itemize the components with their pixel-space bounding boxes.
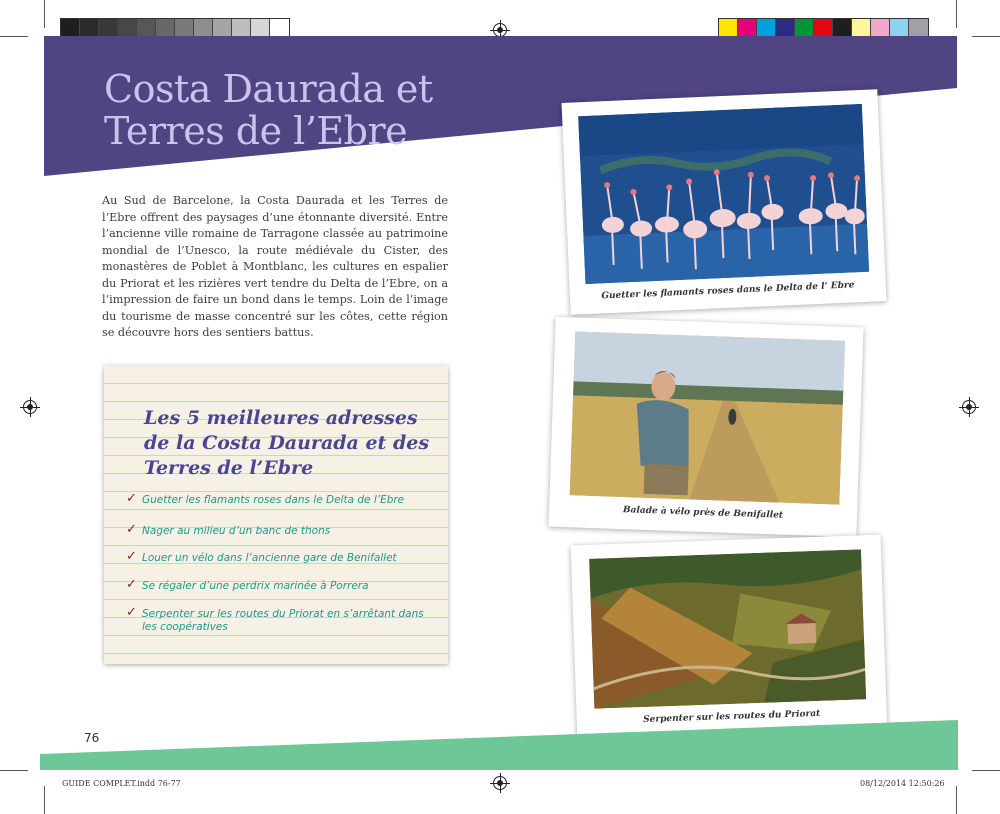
- tip-item: [126, 522, 426, 538]
- crop-mark: [972, 770, 1000, 771]
- crop-mark: [956, 786, 957, 814]
- checkmark-icon: ✓: [126, 522, 137, 537]
- checkmark-icon: ✓: [126, 577, 137, 592]
- photo-caption: Guetter les flamants roses dans le Delta de l’ Ebre: [601, 280, 855, 302]
- tip-text: Louer un vélo dans l’ancienne gare de Benifallet: [142, 552, 397, 564]
- crop-mark: [44, 786, 45, 814]
- top-five-card: [104, 366, 448, 664]
- crop-mark: [0, 770, 28, 771]
- photo-caption: Serpenter sur les routes du Priorat: [643, 708, 821, 726]
- tip-item: [126, 549, 426, 565]
- polaroid-flamingos: [562, 89, 887, 315]
- crop-mark: [956, 0, 957, 28]
- page-number: 76: [84, 731, 100, 745]
- registration-mark-bottom: [493, 776, 507, 790]
- tip-item: [126, 605, 426, 634]
- registration-mark-left: [23, 400, 37, 414]
- card-title: Les 5 meilleures adresses de la Costa Daurada et des Terres de l’Ebre: [144, 407, 430, 479]
- tip-item: [126, 577, 426, 593]
- tip-text: Se régaler d’une perdrix marinée à Porrera: [142, 580, 369, 592]
- polaroid-bicycle: [548, 317, 863, 538]
- crop-mark: [0, 36, 28, 37]
- tip-text: Nager au milieu d’un banc de thons: [142, 525, 331, 537]
- registration-mark-right: [962, 400, 976, 414]
- slug-file: GUIDE COMPLET.indd 76-77: [62, 779, 181, 788]
- flamingo-photo: [578, 104, 869, 284]
- crop-mark: [972, 36, 1000, 37]
- page-title: Costa Daurada et Terres de l’Ebre: [104, 67, 433, 153]
- checkmark-icon: ✓: [126, 605, 137, 620]
- photo-caption: Balade à vélo près de Benifallet: [622, 505, 784, 521]
- registration-mark-top: [493, 23, 507, 37]
- checkmark-icon: ✓: [126, 491, 137, 506]
- checkmark-icon: ✓: [126, 549, 137, 564]
- intro-paragraph: Au Sud de Barcelone, la Costa Daurada et les Terres de l’Ebre offrent des paysages d’une étonnante diversité. Entre l’ancienne ville romaine de Tarragone classée au patrimoine mondial de l’Unesco, la route médiévale du Cister, des monastères de Poblet à Montblanc, les cultures en espalier du Priorat et les rizières vert tendre du Delta de l’Ebre, on a l’impression de faire un bond dans le temps. Loin de l’image du tourisme de masse concentré sur les côtes, cette région se découvre hors des sentiers battus.: [102, 194, 448, 339]
- tip-item: [126, 491, 426, 507]
- crop-mark: [44, 0, 45, 28]
- tip-text: Serpenter sur les routes du Priorat en s’arrêtant dans les coopératives: [142, 608, 424, 633]
- tip-text: Guetter les flamants roses dans le Delta de l’Ebre: [142, 494, 405, 506]
- footer-band: [40, 720, 958, 770]
- slug-date: 08/12/2014 12:50:26: [860, 779, 945, 788]
- polaroid-priorat: [571, 535, 888, 744]
- priorat-vineyard-photo: [589, 549, 866, 708]
- bicycle-photo: [570, 331, 846, 504]
